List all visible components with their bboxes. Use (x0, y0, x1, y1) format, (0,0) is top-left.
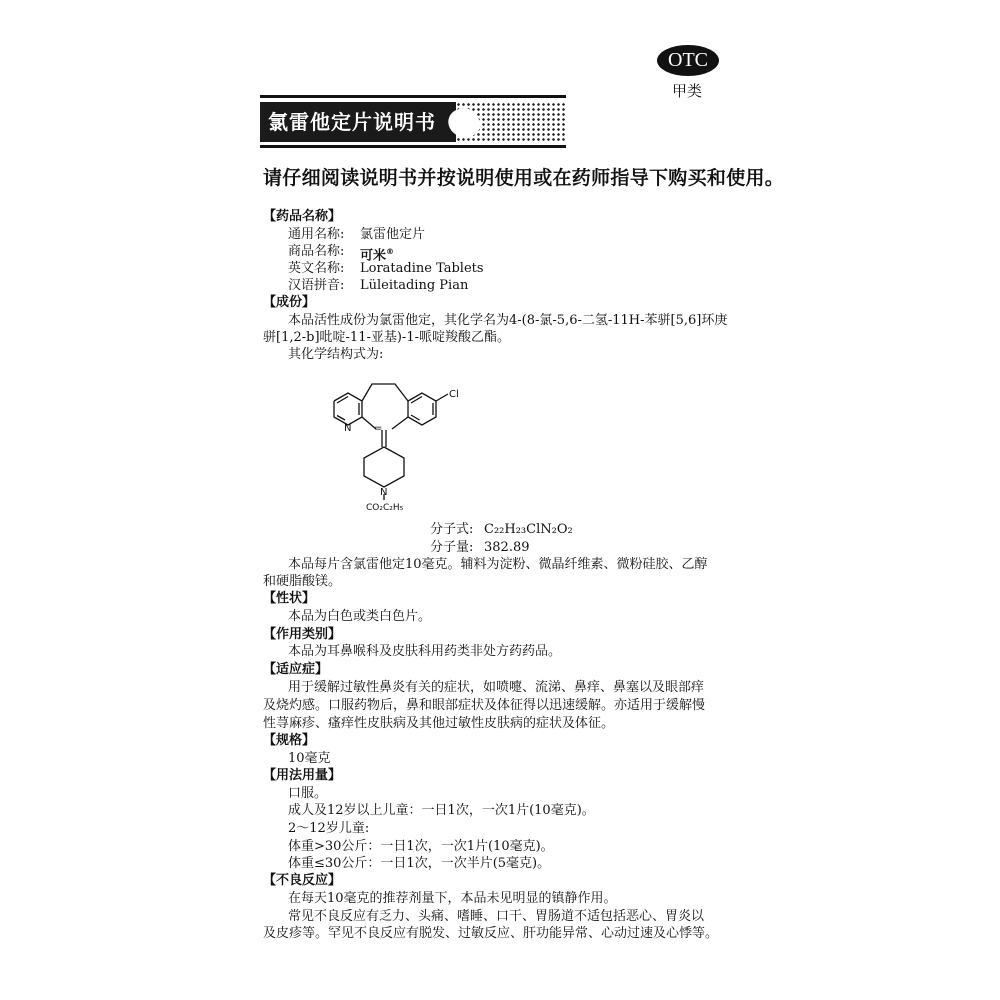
dosage-line-3: 2～12岁儿童: (288, 821, 370, 836)
adverse-line-3: 及皮疹等。罕见不良反应有脱发、过敏反应、肝功能异常、心动过速及心悸等。 (263, 926, 719, 941)
heading-composition: 【成份】 (263, 295, 316, 310)
heading-drug-name: 【药品名称】 (263, 209, 342, 224)
adverse-line-2: 常见不良反应有乏力、头痛、嗜睡、口干、胃肠道不适包括恶心、胃炎以 (288, 909, 705, 924)
heading-category: 【作用类别】 (263, 627, 342, 642)
dosage-line-5: 体重≤30公斤：一日1次，一次半片(5毫克)。 (288, 856, 551, 871)
atom-c11: = (374, 423, 383, 434)
heading-adverse: 【不良反应】 (263, 873, 342, 888)
category-text: 本品为耳鼻喉科及皮肤科用药类非处方药药品。 (288, 644, 562, 659)
formula-value: C₂₂H₂₃ClN₂O₂ (484, 522, 573, 537)
indications-line-2: 及烧灼感。口服药物后，鼻和眼部症状及体征得以迅速缓解。亦适用于缓解慢 (263, 698, 706, 713)
spec-text: 10毫克 (288, 751, 331, 766)
trade-name-label: 商品名称: (288, 244, 345, 259)
dosage-line-4: 体重>30公斤：一日1次，一次1片(10毫克)。 (288, 839, 554, 854)
registered-mark: ® (386, 247, 395, 256)
formula-label: 分子式: (430, 522, 474, 537)
otc-badge: OTC (657, 45, 719, 76)
heading-dosage: 【用法用量】 (263, 768, 342, 783)
heading-appearance: 【性状】 (263, 591, 316, 606)
composition-line-1: 本品活性成份为氯雷他定，其化学名为4-(8-氯-5,6-二氢-11H-苯骈[5,6]环庚 (288, 313, 728, 328)
mw-value: 382.89 (484, 540, 530, 555)
generic-name-value: 氯雷他定片 (360, 227, 426, 242)
composition-line-3: 其化学结构式为: (288, 347, 384, 362)
pinyin-value: Lüleitading Pian (360, 278, 469, 293)
heading-spec: 【规格】 (263, 733, 316, 748)
indications-line-3: 性荨麻疹、瘙痒性皮肤病及其他过敏性皮肤病的症状及体征。 (263, 716, 615, 731)
mw-label: 分子量: (430, 540, 474, 555)
indications-line-1: 用于缓解过敏性鼻炎有关的症状，如喷嚏、流涕、鼻痒、鼻塞以及眼部痒 (288, 680, 705, 695)
trade-name-text: 可米 (360, 248, 387, 264)
appearance-text: 本品为白色或类白色片。 (288, 609, 432, 624)
ester-group: CO₂C₂H₅ (366, 503, 404, 513)
excipients-line-1: 本品每片含氯雷他定10毫克。辅料为淀粉、微晶纤维素、微粉硅胶、乙醇 (288, 557, 708, 572)
document-title: 氯雷他定片说明书 (268, 110, 436, 134)
pinyin-label: 汉语拼音: (288, 278, 345, 293)
atom-pyridine-nitrogen: N (344, 423, 352, 434)
excipients-line-2: 和硬脂酸镁。 (263, 574, 342, 589)
english-name-label: 英文名称: (288, 261, 345, 276)
adverse-line-1: 在每天10毫克的推荐剂量下，本品未见明显的镇静作用。 (288, 891, 617, 906)
atom-piperidine-nitrogen: N (380, 487, 388, 498)
heading-indications: 【适应症】 (263, 662, 329, 677)
composition-line-2: 骈[1,2-b]吡啶-11-亚基)-1-哌啶羧酸乙酯。 (263, 330, 510, 345)
title-bar (260, 95, 566, 148)
otc-category: 甲类 (672, 82, 703, 100)
generic-name-label: 通用名称: (288, 227, 345, 242)
title-box (260, 102, 456, 142)
dosage-line-2: 成人及12岁以上儿童：一日1次，一次1片(10毫克)。 (288, 803, 595, 818)
structure-bonds (334, 384, 448, 500)
english-name-value: Loratadine Tablets (360, 261, 484, 276)
chemical-structure (320, 370, 470, 520)
usage-warning: 请仔细阅读说明书并按说明使用或在药师指导下购买和使用。 (263, 167, 785, 189)
atom-chlorine: Cl (449, 389, 459, 400)
dosage-line-1: 口服。 (288, 786, 328, 801)
